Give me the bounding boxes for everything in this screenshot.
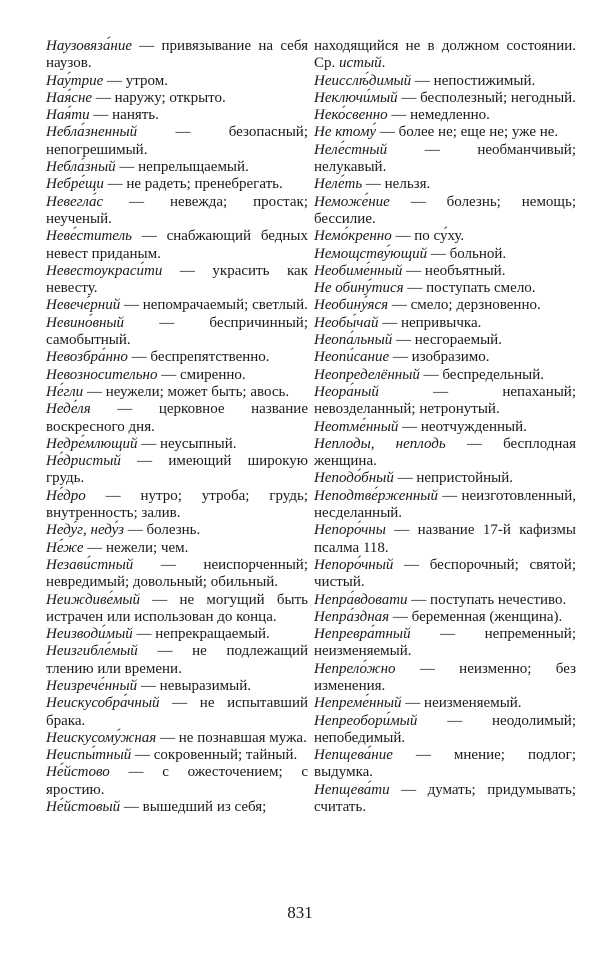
entry-definition: — привязывание на себя наузов. [46,38,308,72]
entry-definition: — безопасный; непогрешимый. [46,124,308,158]
dictionary-entry [314,661,576,696]
dictionary-entry [46,124,308,159]
entry-definition: — не испытавший брака. [46,695,308,729]
dictionary-entry [314,592,576,609]
dictionary-entry [314,107,576,124]
entry-headword: Нау́трие [46,72,104,89]
entry-definition: — непомрачаемый; светлый. [120,297,308,314]
dictionary-entry [46,643,308,678]
entry-definition: — наружу; открыто. [92,89,226,106]
entry-definition: — нежели; чем. [83,539,189,556]
dictionary-entry [314,488,576,523]
entry-definition: — неужели; может быть; авось. [83,383,290,400]
dictionary-entry [46,228,308,263]
dictionary-entry [314,522,576,557]
entry-definition: — непостижимый. [411,72,536,89]
entry-definition: — нельзя. [362,176,431,193]
entry-definition: — неусыпный. [137,435,237,452]
dictionary-entry [46,38,308,73]
entry-headword: Неиждиве́мый [46,591,141,608]
dictionary-entry [46,540,308,557]
entry-headword: Невече́рний [46,297,121,314]
entry-definition: — немедленно. [387,107,490,124]
dictionary-entry [46,488,308,523]
entry-tail: . [381,55,386,72]
entry-headword: Не́дристый [46,453,121,470]
entry-headword: Неплоды, неплодь [314,435,446,452]
dictionary-entry [46,73,308,90]
entry-headword: Непревра́тный [314,626,411,643]
dictionary-entry [46,349,308,366]
dictionary-entry [314,332,576,349]
entry-definition: — название 17-й кафизмы псалма 118. [314,522,576,556]
entry-headword: Неотме́нный [314,418,399,435]
entry-headword: Наузовяза́ние [46,38,132,54]
entry-definition: — не радеть; пренебрегать. [103,176,283,193]
entry-headword: Ная́ти [46,107,90,124]
entry-headword: Необы́чай [314,314,379,331]
dictionary-entry [314,384,576,419]
dictionary-entry [46,90,308,107]
dictionary-entry [314,176,576,193]
entry-definition: — непристойный. [393,470,513,487]
entry-definition: — по су́ху. [391,228,465,245]
dictionary-entry [46,522,308,539]
dictionary-entry [314,263,576,280]
dictionary-entry [314,246,576,263]
dictionary-entry [46,436,308,453]
entry-definition: — невыразимый. [137,677,251,694]
entry-definition: — непаханый; невозделанный; нетронутый. [314,383,576,418]
entry-headword: Невегла́с [46,193,104,210]
entry-definition: — поступать нечестиво. [407,591,567,608]
entry-headword: Невино́вный [46,314,125,331]
entry-headword: Непщева́ти [314,781,390,798]
dictionary-entry [314,782,576,817]
entry-definition: — нутро; утроба; грудь; внутренность; залив. [46,487,308,522]
left-column [46,38,308,816]
entry-headword: Неподтве́рженный [314,487,438,504]
dictionary-entry [314,38,576,73]
entry-definition: — смело; дерзновенно. [388,297,541,314]
entry-headword: Непоро́чны [314,522,386,539]
entry-definition: — не могущий быть истрачен или использован до конца. [46,591,308,625]
entry-headword: Не́дро [46,487,86,504]
entry-definition: — снабжающий бедных невест приданым. [46,228,308,262]
entry-headword: Неопа́льный [314,332,393,349]
dictionary-entry [46,695,308,730]
entry-definition: — непременный; неизменяемый. [314,626,576,660]
dictionary-entry [314,315,576,332]
dictionary-entry [46,107,308,124]
entry-definition: — не познавшая мужа. [156,729,307,746]
entry-definition: — необъятный. [402,262,506,279]
entry-definition: — болезнь; немощь; бессилие. [314,193,576,227]
entry-headword: Незави́стный [46,556,134,573]
dictionary-entry [314,626,576,661]
entry-headword: Неопределённый [314,366,420,383]
entry-definition: — мнение; подлог; выдумка. [314,747,576,781]
dictionary-entry [314,436,576,471]
entry-definition: — поступать смело. [403,280,536,297]
entry-headword: Необину́яся [314,297,389,314]
entry-headword: Неора́ный [314,383,379,400]
entry-headword: Неве́ститель [46,228,132,245]
entry-definition: — смиренно. [157,366,246,383]
entry-headword: Небла́зный [46,159,116,176]
entry-headword: Небла́зненный [46,124,138,141]
entry-definition: — непрекращаемый. [132,626,270,643]
entry-definition: — болезнь. [123,522,201,539]
entry-headword: Неисслѣ́димый [314,72,412,89]
entry-definition: — необманчивый; нелукавый. [314,141,576,176]
dictionary-entry [46,176,308,193]
dictionary-entry [314,713,576,748]
dictionary-entry [314,73,576,90]
dictionary-entry [46,764,308,799]
dictionary-entry [46,678,308,695]
entry-headword: Не́йстовый [46,799,121,816]
entry-headword: Не́гли [46,383,84,400]
dictionary-entry [314,695,576,712]
dictionary-entry [314,557,576,592]
entry-definition: — нанять. [89,107,159,124]
entry-headword: Неко́свенно [314,107,388,124]
entry-headword: Непоро́чный [314,556,394,573]
entry-definition: — вышедший из себя; [120,799,267,816]
entry-headword: Неподо́бный [314,470,394,487]
entry-headword: Неискусобра́чный [46,695,160,712]
dictionary-entry [314,297,576,314]
entry-headword: Неискусому́жная [46,729,157,746]
entry-headword: Непреме́нный [314,695,402,712]
right-column [314,38,576,816]
dictionary-entry [46,263,308,298]
entry-headword: Неле́стный [314,141,388,158]
entry-definition: — неизменно; без изменения. [314,660,576,694]
entry-headword: Непщева́ние [314,747,393,764]
entry-definition: — больной. [427,245,507,262]
entry-definition: — беспредельный. [419,366,544,383]
entry-definition: — бесплодная женщина. [314,435,576,470]
entry-headword: Неизводи́мый [46,626,133,643]
dictionary-entry [314,349,576,366]
entry-definition: — беспричинный; самобытный. [46,314,308,349]
entry-headword: Не́же [46,539,84,556]
entry-headword: Неду́г, неду́з [46,522,124,539]
entry-definition: — более не; еще не; уже не. [376,124,559,141]
dictionary-entry [314,470,576,487]
entry-headword: Немощству́ющий [314,245,428,262]
entry-headword: Неможе́ние [314,193,390,210]
entry-headword: Неиспы́тный [46,747,132,764]
entry-definition: — беспрепятственно. [127,349,270,366]
entry-headword: Недре́млющий [46,435,138,452]
dictionary-entry [46,626,308,643]
entry-headword: Не́йстово [46,764,110,781]
entry-headword: Не обину́тися [314,280,404,297]
dictionary-entry [46,799,308,816]
entry-definition: — беременная (женщина). [389,608,563,625]
dictionary-entry [314,419,576,436]
entry-headword: Непрело́жно [314,660,396,677]
dictionary-entry [314,609,576,626]
dictionary-entry [46,730,308,747]
entry-definition: — неиспорченный; невредимый; довольный; обильный. [46,556,308,591]
dictionary-entry [46,297,308,314]
dictionary-entry [46,592,308,627]
entry-definition: — неодолимый; непобедимый. [314,712,576,746]
entry-definition: — беспорочный; святой; чистый. [314,556,576,591]
dictionary-entry [314,194,576,229]
entry-definition: — неизготовленный, несделанный. [314,487,576,522]
entry-headword: Немо́кренно [314,228,392,245]
dictionary-entry [314,90,576,107]
entry-definition: — бесполезный; негодный. [397,89,576,106]
entry-headword: Невестоукраси́ти [46,262,163,279]
entry-definition: — не подлежащий тлению или времени. [46,643,308,677]
entry-definition: — с ожесточением; с яростию. [46,764,308,798]
entry-headword: Неопи́сание [314,349,390,366]
entry-definition: — несгораемый. [392,332,502,349]
entry-definition: — непрелыщаемый. [115,159,249,176]
dictionary-entry [314,280,576,297]
entry-definition: — невежда; простак; неученый. [46,193,308,227]
entry-headword: Неизрече́нный [46,677,138,694]
dictionary-entry [46,747,308,764]
entry-headword: Небре́щи [46,176,104,193]
dictionary-entry [314,124,576,141]
entry-headword: Не ктому́ [314,124,377,141]
entry-headword: Непра́здная [314,608,390,625]
dictionary-entry [46,453,308,488]
entry-definition: — неотчужденный. [398,418,527,435]
dictionary-entry [314,367,576,384]
entry-headword: Неизгибле́мый [46,643,138,660]
entry-headword: Непреобори́мый [314,712,418,729]
dictionary-entry [46,159,308,176]
entry-headword: Ная́сне [46,89,93,106]
entry-headword: Непра́вдовати [314,591,408,608]
entry-definition: — непривычка. [378,314,482,331]
dictionary-entry [46,194,308,229]
dictionary-entry [46,401,308,436]
entry-definition: — церковное название воскресного дня. [46,401,308,435]
page-number: 831 [287,903,313,922]
entry-definition: — сокровенный; тайный. [131,747,298,764]
entry-definition: — имеющий широкую грудь. [46,453,308,487]
entry-definition: — украсить как невесту. [46,262,308,297]
entry-headword: Невозносительно [46,366,158,383]
entry-definition: — неизменяемый. [401,695,522,712]
entry-headword: Неключи́мый [314,89,398,106]
dictionary-entry [46,557,308,592]
entry-definition: находящийся не в должном состоянии. Ср. [314,38,576,72]
entry-definition: — утром. [103,72,168,89]
dictionary-entry [314,142,576,177]
entry-headword: Необиме́нный [314,262,403,279]
entry-headword: Невозбра́нно [46,349,128,366]
dictionary-entry [314,228,576,245]
dictionary-entry [314,747,576,782]
entry-definition: — думать; придумывать; считать. [314,781,576,816]
entry-headword: Неле́ть [314,176,363,193]
dictionary-entry [46,367,308,384]
entry-crossref: истый [339,55,382,72]
dictionary-entry [46,384,308,401]
entry-headword: Неде́ля [46,401,91,418]
dictionary-entry [46,315,308,350]
entry-definition: — изобразимо. [389,349,490,366]
